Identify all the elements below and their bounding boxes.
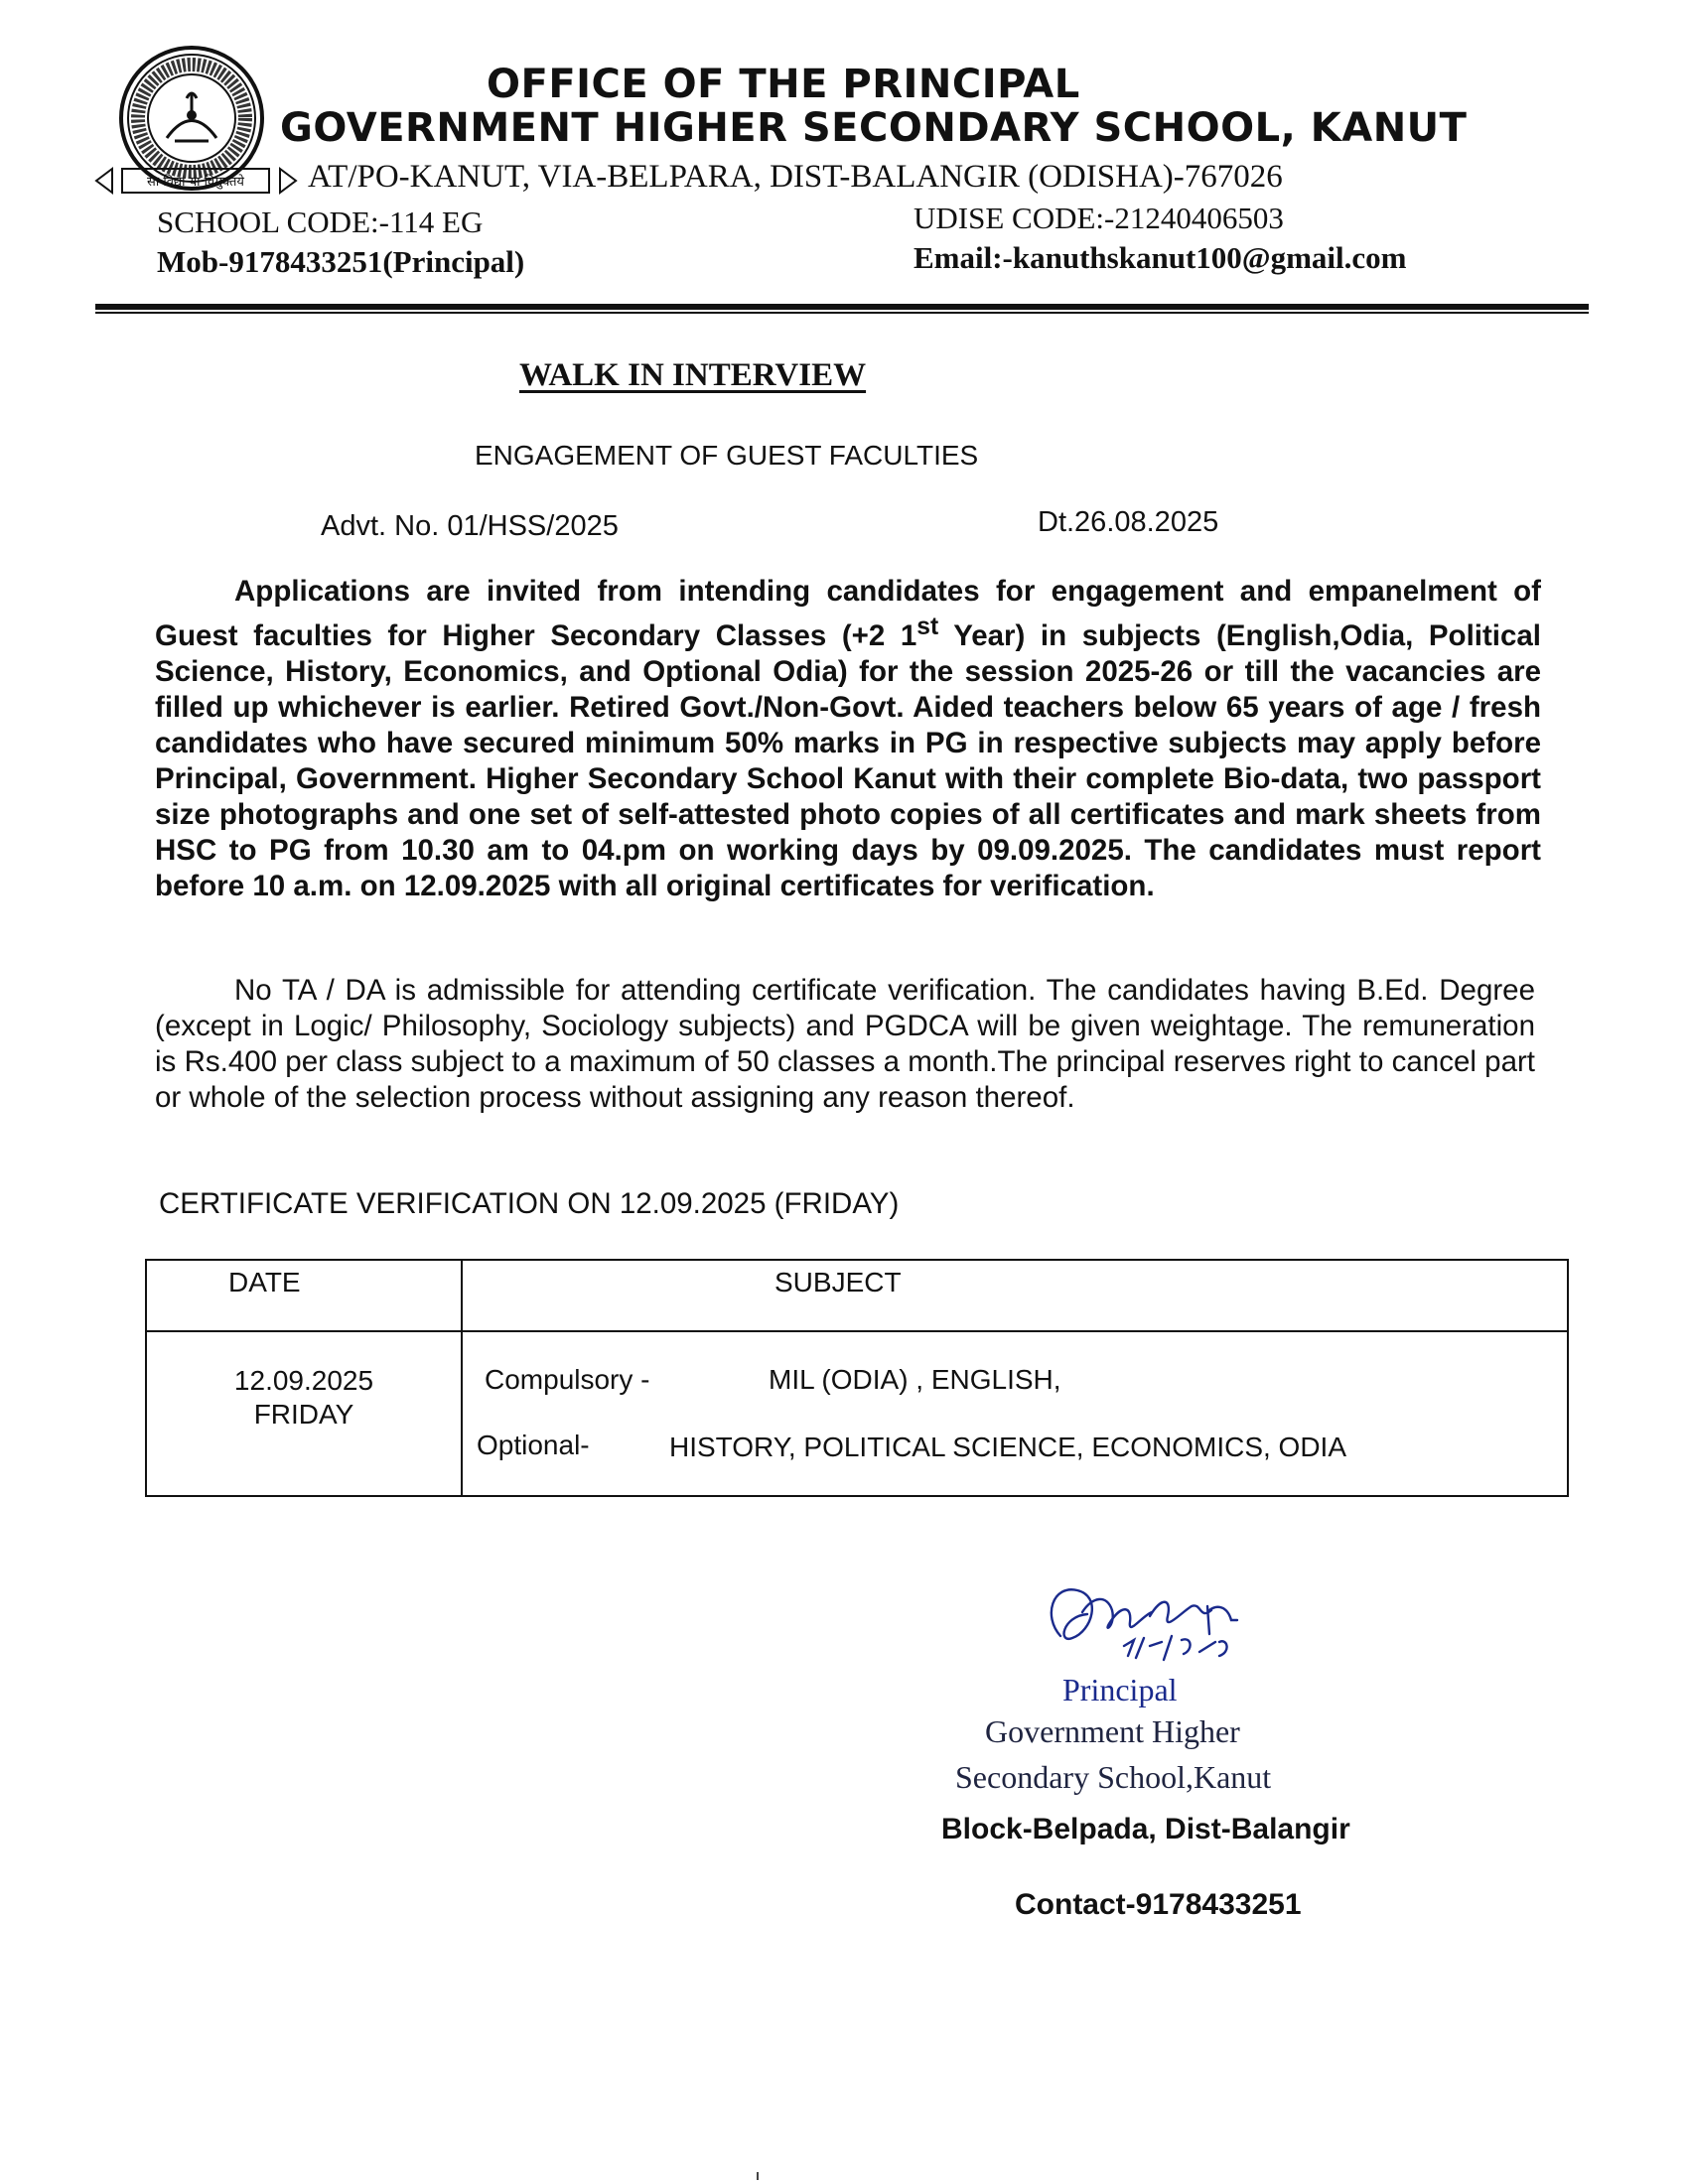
notice-paragraph-2: No TA / DA is admissible for attending certificate verification. The candidates having B.Ed. Degree (except in Logic/ Philosophy, Sociology subjects) and PGDCA will be given weightage. The remuneration is Rs.400 per class subject to a maximum of 50 classes a month.The principal reserves right to cancel part or whole of the selection process without assigning any reason thereof. <box>155 974 1535 1114</box>
stamp-line-1: Government Higher <box>985 1713 1240 1749</box>
table-header-date: DATE <box>228 1267 301 1297</box>
table-cell-date <box>147 1364 461 1432</box>
compulsory-label: Compulsory - <box>485 1364 650 1395</box>
notice-subtitle: ENGAGEMENT OF GUEST FACULTIES <box>475 440 979 471</box>
letterhead-address: AT/PO-KANUT, VIA-BELPARA, DIST-BALANGIR (ODISHA)-767026 <box>308 159 1283 195</box>
schedule-table <box>145 1259 1569 1497</box>
school-email: Email:-kanuthskanut100@gmail.com <box>914 240 1407 275</box>
letterhead-title-line-1: OFFICE OF THE PRINCIPAL <box>487 62 1080 107</box>
svg-text:सा विद्या या विमुक्तये: सा विद्या या विमुक्तये <box>147 175 244 190</box>
signatory-contact: Contact-9178433251 <box>1015 1888 1302 1921</box>
compulsory-subjects: MIL (ODIA) , ENGLISH, <box>769 1364 1061 1395</box>
scan-mark <box>757 2172 759 2180</box>
date-value: 12.09.2025 <box>233 1365 374 1396</box>
day-value: FRIDAY <box>253 1399 354 1430</box>
paragraph-1-text-end: Year) in subjects (English,Odia, Political Science, History, Economics, and Optional Odia) for the session 2025-26 or till the vacancies are filled up whichever is earlier. Retired Govt./Non-Govt. Aided teachers below 65 years of age / fresh candidates who have secured minimum 50% marks in PG in respective subjects may apply before Principal, Government. Higher Secondary School Kanut with their complete Bio-data, two passport size photographs and one set of self-attested photo copies of all certificates and mark sheets from HSC to PG from 10.30 am to 04.pm on working days by 09.09.2025. The candidates must report before 10 a.m. on 12.09.2025 with all original certificates for verification. <box>155 618 1541 902</box>
school-code: SCHOOL CODE:-114 EG <box>157 205 484 239</box>
signatory-location: Block-Belpada, Dist-Balangir <box>941 1813 1350 1845</box>
logo-ribbon <box>94 167 298 195</box>
paragraph-1-text-start: Applications are invited from intending candidates for engagement and empanelment of Guest faculties for Higher Secondary Classes (+2 1 <box>155 575 1541 652</box>
advertisement-date: Dt.26.08.2025 <box>1038 506 1219 538</box>
advertisement-number: Advt. No. 01/HSS/2025 <box>321 510 619 542</box>
verification-heading: CERTIFICATE VERIFICATION ON 12.09.2025 (FRIDAY) <box>159 1187 900 1220</box>
udise-code: UDISE CODE:-21240406503 <box>914 201 1284 235</box>
table-header-subject: SUBJECT <box>774 1267 902 1297</box>
stamp-line-2: Secondary School,Kanut <box>955 1759 1272 1795</box>
letterhead-title-line-2: GOVERNMENT HIGHER SECONDARY SCHOOL, KANUT <box>280 105 1468 151</box>
optional-label: Optional- <box>477 1430 590 1460</box>
optional-subjects: HISTORY, POLITICAL SCIENCE, ECONOMICS, ODIA <box>669 1432 1347 1462</box>
notice-paragraph-1 <box>155 574 1541 904</box>
principal-mobile: Mob-9178433251(Principal) <box>157 244 525 279</box>
table-row-divider <box>147 1330 1567 1332</box>
signatory-role: Principal <box>1062 1672 1178 1707</box>
letterhead-divider <box>95 304 1589 310</box>
notice-title: WALK IN INTERVIEW <box>519 357 867 393</box>
letterhead-divider-thin <box>95 312 1589 314</box>
paragraph-1-superscript: st <box>916 614 939 640</box>
table-column-divider <box>461 1261 463 1495</box>
